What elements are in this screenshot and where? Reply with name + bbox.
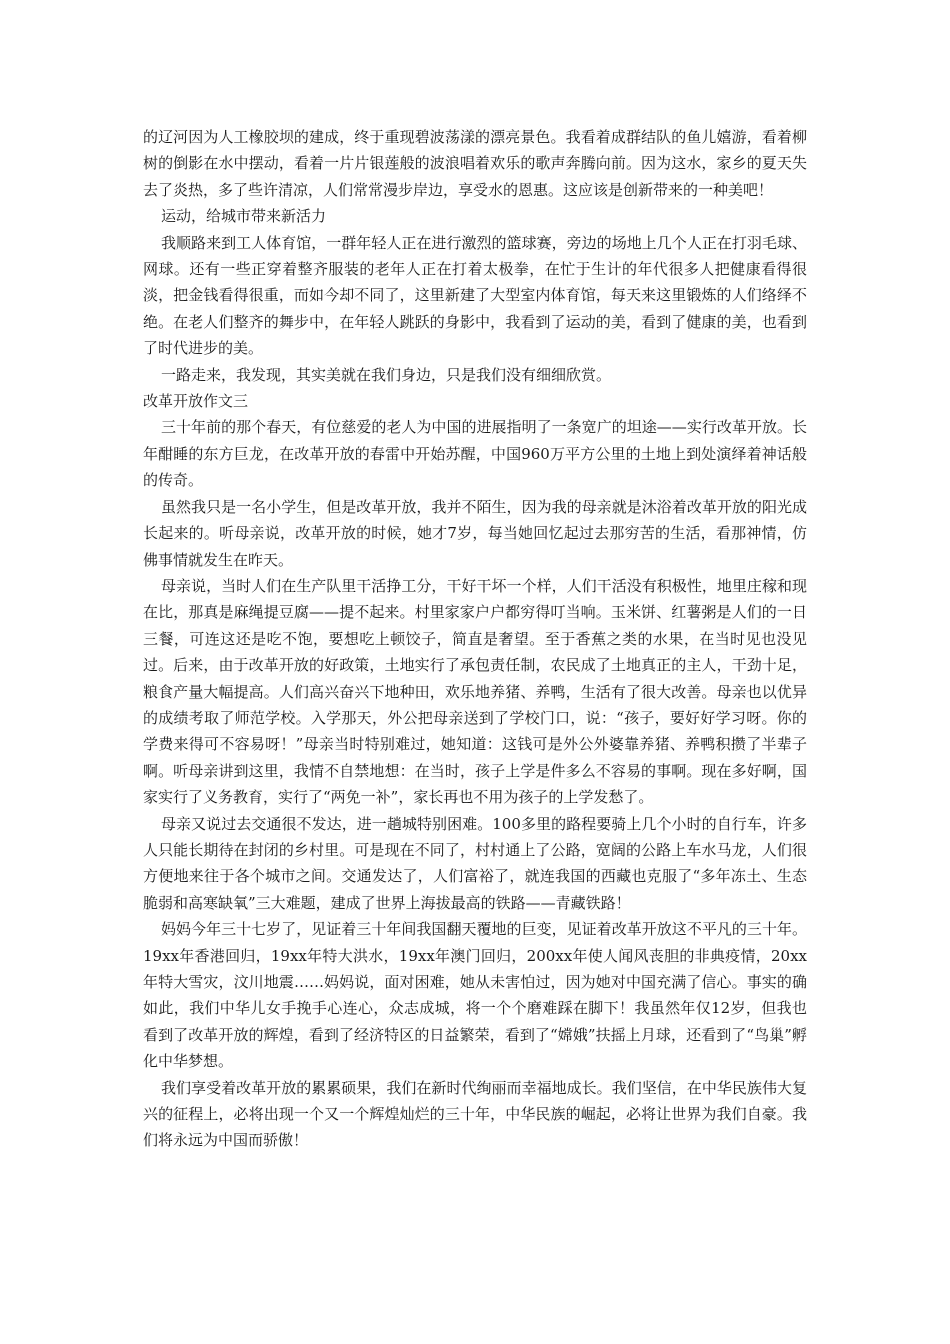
paragraph-witness: 妈妈今年三十七岁了，见证着三十年间我国翻天覆地的巨变，见证着改革开放这不平凡的三十年。19xx年香港回归，19xx年特大洪水，19xx年澳门回归，200xx年使人闻风丧胆的非典疫情，20xx年特大雪灾，汶川地震……妈妈说，面对困难，她从未害怕过，因为她对中国充满了信心。事实的确如此，我们中华儿女手挽手心连心，众志成城，将一个个磨难踩在脚下！我虽然年仅12岁，但我也看到了改革开放的辉煌，看到了经济特区的日益繁荣，看到了“嫦娥”扶摇上月球，还看到了“鸟巢”孵化中华梦想。 — [143, 920, 807, 1071]
paragraph-transport: 母亲又说过去交通很不发达，进一趟城特别困难。100多里的路程要骑上几个小时的自行车，许多人只能长期待在封闭的乡村里。可是现在不同了，村村通上了公路，宽阔的公路上车水马龙，人们很方便地来往于各个城市之间。交通发达了，人们富裕了，就连我国的西藏也克服了“多年冻土、生态脆弱和高寒缺氧”三大难题，建成了世界上海拔最高的铁路——青藏铁路！ — [143, 814, 807, 912]
paragraph-student: 虽然我只是一名小学生，但是改革开放，我并不陌生，因为我的母亲就是沐浴着改革开放的阳光成长起来的。听母亲说，改革开放的时候，她才7岁，每当她回忆起过去那穷苦的生活，看那神情，仿佛事情就发生在昨天。 — [143, 497, 807, 569]
paragraph-beauty-around: 一路走来，我发现，其实美就在我们身边，只是我们没有细细欣赏。 — [161, 365, 612, 384]
paragraph-mother-says: 母亲说，当时人们在生产队里干活挣工分，干好干坏一个样，人们干活没有积极性，地里庄稼和现在比，那真是麻绳提豆腐——提不起来。村里家家户户都穷得叮当响。玉米饼、红薯粥是人们的一日三餐，可连这还是吃不饱，要想吃上顿饺子，简直是奢望。至于香蕉之类的水果，在当时见也没见过。后来，由于改革开放的好政策，土地实行了承包责任制，农民成了土地真正的主人，干劲十足，粮食产量大幅提高。人们高兴奋兴下地种田，欢乐地养猪、养鸭，生活有了很大改善。母亲也以优异的成绩考取了师范学校。入学那天，外公把母亲送到了学校门口，说：“孩子，要好好学习呀。你的学费来得可不容易呀！”母亲当时特别难过，她知道：这钱可是外公外婆靠养猪、养鸭积攒了半辈子啊。听母亲讲到这里，我情不自禁地想：在当时，孩子上学是件多么不容易的事啊。现在多好啊，国家实行了义务教育，实行了“两免一补”，家长再也不用为孩子的上学发愁了。 — [143, 576, 807, 807]
paragraph-conclusion: 我们享受着改革开放的累累硕果，我们在新时代绚丽而幸福地成长。我们坚信，在中华民族伟大复兴的征程上，必将出现一个又一个辉煌灿烂的三十年，中华民族的崛起，必将让世界为我们自豪。我们将永远为中国而骄傲！ — [143, 1078, 807, 1150]
section-heading-sports: 运动，给城市带来新活力 — [161, 207, 327, 226]
essay-title-three: 改革开放作文三 — [143, 392, 249, 411]
paragraph-thirty-years-ago: 三十年前的那个春天，有位慈爱的老人为中国的进展指明了一条宽广的坦途——实行改革开放。长年酣睡的东方巨龙，在改革开放的春雷中开始苏醒，中国960万平方公里的土地上到处演绎着神话般的传奇。 — [143, 418, 807, 490]
document-body — [143, 124, 807, 1154]
paragraph-liao-river: 的辽河因为人工橡胶坝的建成，终于重现碧波荡漾的漂亮景色。我看着成群结队的鱼儿嬉游，看着柳树的倒影在水中摆动，看着一片片银莲般的波浪唱着欢乐的歌声奔腾向前。因为这水，家乡的夏天失去了炎热，多了些许清凉，人们常常漫步岸边，享受水的恩惠。这应该是创新带来的一种美吧！ — [143, 128, 807, 199]
paragraph-stadium: 我顺路来到工人体育馆，一群年轻人正在进行激烈的篮球赛，旁边的场地上几个人正在打羽毛球、网球。还有一些正穿着整齐服装的老年人正在打着太极拳，在忙于生计的年代很多人把健康看得很淡，把金钱看得很重，而如今却不同了，这里新建了大型室内体育馆，每天来这里锻炼的人们络绎不绝。在老人们整齐的舞步中，在年轻人跳跃的身影中，我看到了运动的美，看到了健康的美，也看到了时代进步的美。 — [143, 233, 807, 358]
